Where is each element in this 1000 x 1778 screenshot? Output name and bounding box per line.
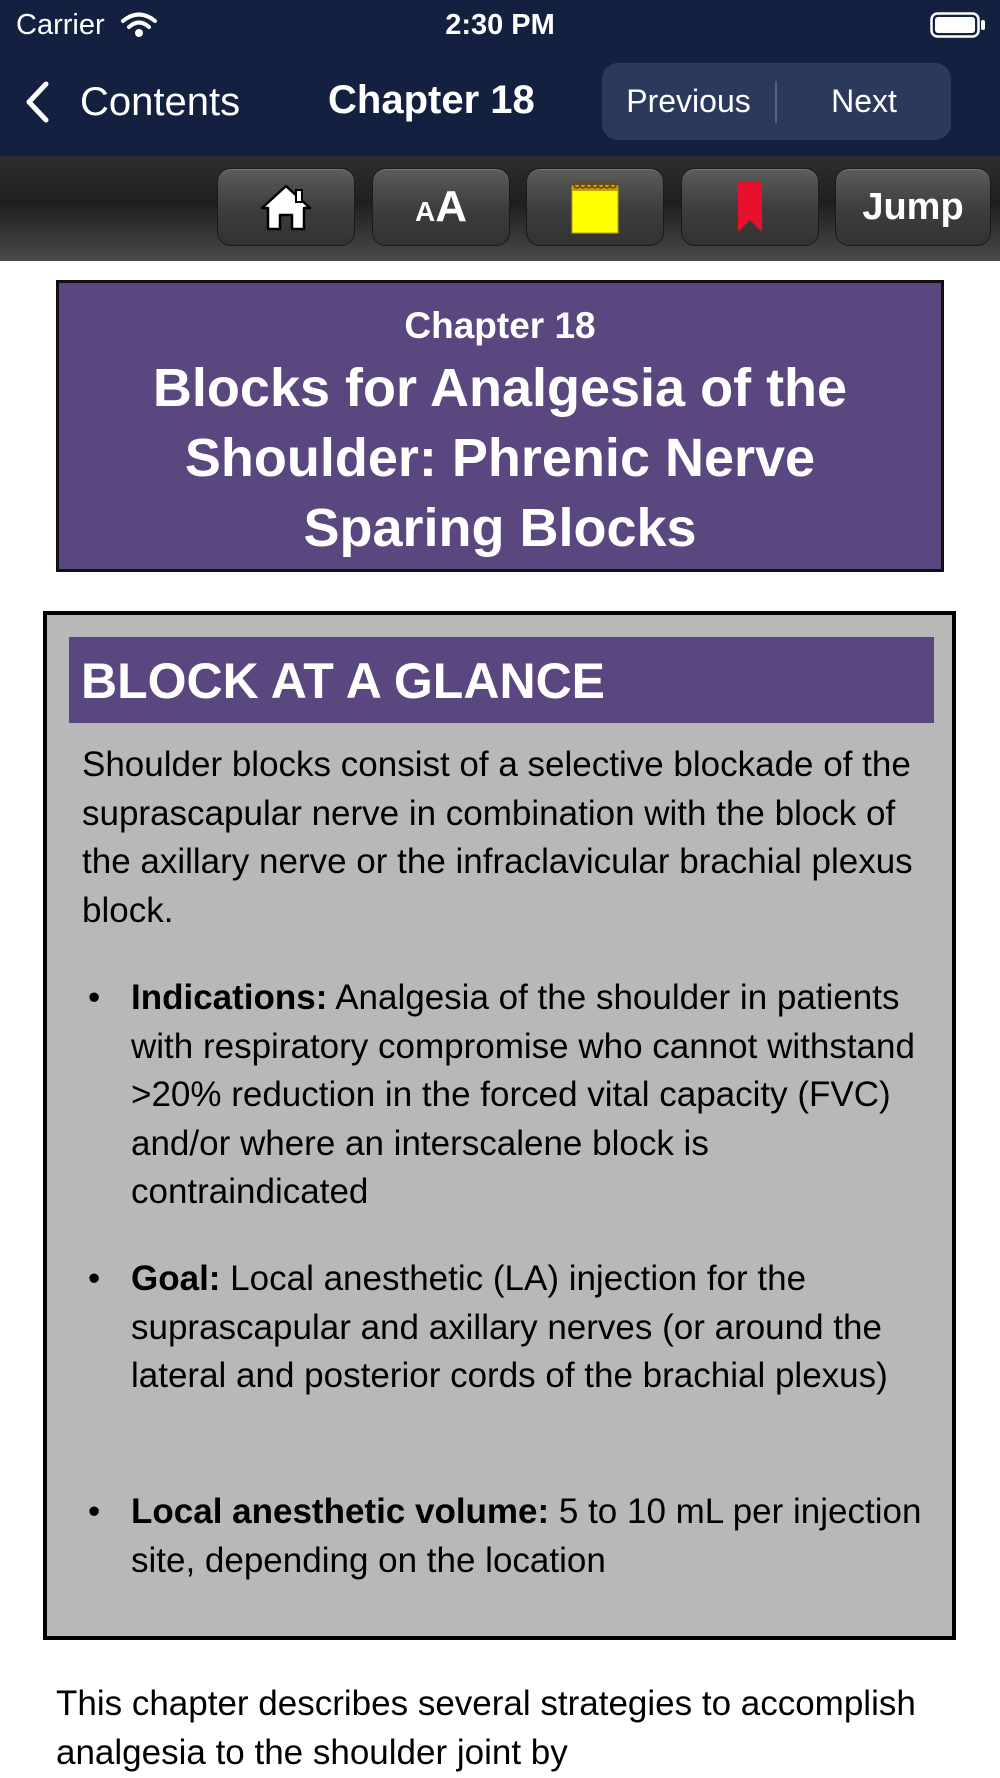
body-paragraph: This chapter describes several strategies to accomplish analgesia to the shoulder joint by xyxy=(56,1684,916,1772)
home-icon xyxy=(260,181,312,233)
bullet: • xyxy=(88,1492,101,1531)
list-item-label: Indications: xyxy=(131,978,328,1017)
jump-button[interactable] xyxy=(835,168,991,246)
list-item-text: Local anesthetic (LA) injection for the suprascapular and axillary nerves (or around the lateral and posterior cords of the brachial plexus) xyxy=(131,1259,888,1395)
back-to-contents-button[interactable] xyxy=(24,74,240,130)
chapter-number: Chapter 18 xyxy=(404,305,596,346)
list-item-text: 5 to 10 mL per injection site, depending on the location xyxy=(131,1492,922,1580)
previous-chapter-button[interactable]: Previous xyxy=(626,83,751,119)
reader-toolbar xyxy=(0,156,1000,261)
glance-heading: BLOCK AT A GLANCE xyxy=(69,637,934,723)
glance-intro: Shoulder blocks consist of a selective blockade of the suprascapular nerve in combination with the block of the axillary nerve or the infraclavicular brachial plexus block. xyxy=(82,745,913,930)
font-size-icon xyxy=(415,182,467,232)
list-item-volume xyxy=(82,1488,932,1585)
font-size-small-glyph: A xyxy=(414,196,436,227)
block-at-a-glance-box xyxy=(43,611,956,1640)
navigation-bar xyxy=(0,50,1000,156)
next-chapter-button[interactable]: Next xyxy=(831,83,897,119)
list-item-text: Analgesia of the shoulder in patients with respiratory compromise who cannot withstand >20% reduction in the forced vital capacity (FVC) and/or where an interscalene block is contraindicated xyxy=(131,978,915,1211)
status-bar xyxy=(0,0,1000,50)
notes-button[interactable] xyxy=(526,168,664,246)
jump-label: Jump xyxy=(862,185,964,228)
font-size-large-glyph: A xyxy=(435,182,467,231)
back-label: Contents xyxy=(80,79,241,124)
bullet: • xyxy=(88,978,101,1017)
home-button[interactable] xyxy=(217,168,355,246)
bookmark-button[interactable] xyxy=(681,168,819,246)
battery-icon xyxy=(930,12,986,38)
chevron-left-icon xyxy=(24,81,50,123)
list-item-indications xyxy=(82,974,932,1217)
font-size-button[interactable] xyxy=(372,168,510,246)
chapter-title: Blocks for Analgesia of the Shoulder: Phrenic Nerve Sparing Blocks xyxy=(152,358,848,558)
bullet: • xyxy=(88,1259,101,1298)
chapter-navigation-segment xyxy=(602,63,951,140)
page-title: Chapter 18 xyxy=(328,78,535,122)
status-time: 2:30 PM xyxy=(445,9,555,41)
list-item-label: Goal: xyxy=(131,1259,221,1298)
list-item-label: Local anesthetic volume: xyxy=(131,1492,550,1531)
chapter-header xyxy=(56,280,944,572)
list-item-goal xyxy=(82,1255,932,1401)
notepad-icon xyxy=(569,179,621,235)
carrier-label: Carrier xyxy=(16,9,105,41)
bookmark-icon xyxy=(735,180,765,234)
